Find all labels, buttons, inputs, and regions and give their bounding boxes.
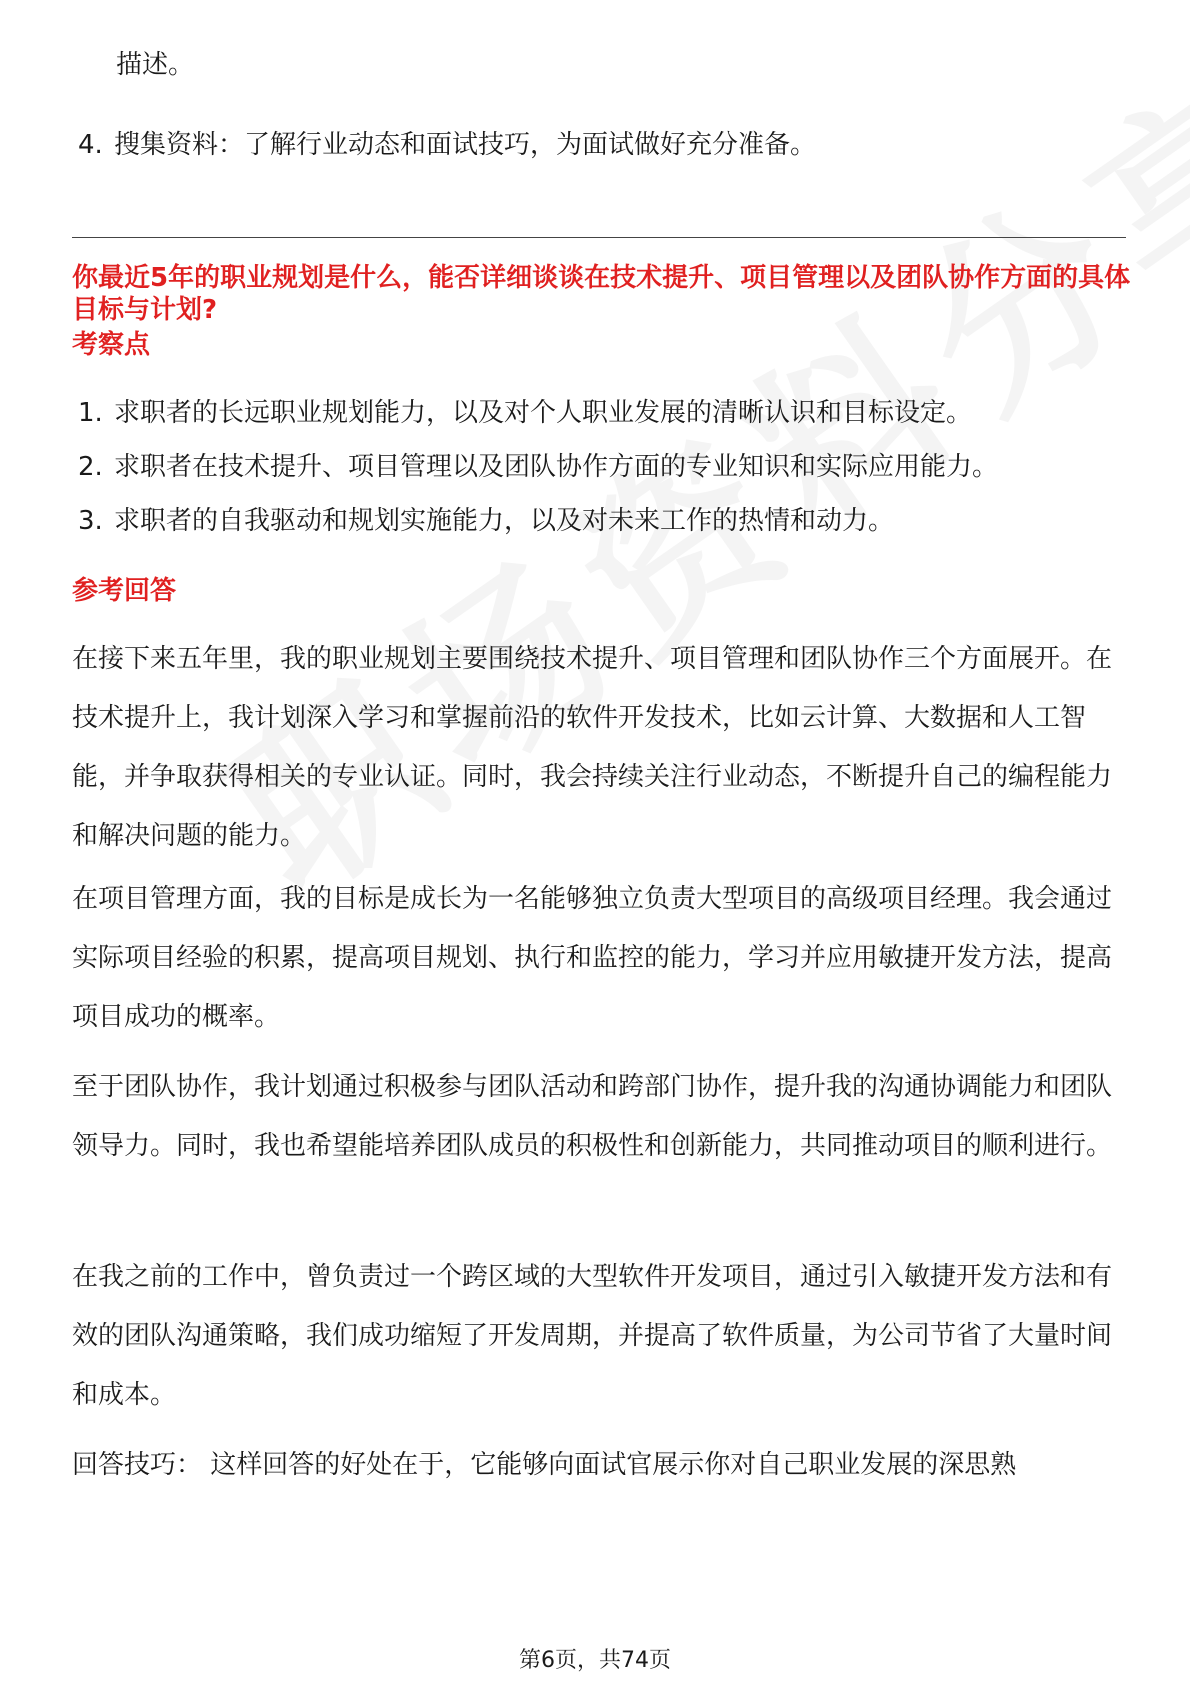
focus-heading: 考察点 — [72, 330, 151, 360]
continuation-line: 描述。 — [116, 50, 195, 80]
answer-paragraph-2: 在项目管理方面，我的目标是成长为一名能够独立负责大型项目的高级项目经理。我会通过实际项目经验的积累，提高项目规划、执行和监控的能力，学习并应用敏捷开发方法，提高项目成功的概率。 — [72, 884, 1113, 1032]
answer-paragraph-4: 在我之前的工作中，曾负责过一个跨区域的大型软件开发项目，通过引入敏捷开发方法和有效的团队沟通策略，我们成功缩短了开发周期，并提高了软件质量，为公司节省了大量时间和成本。 — [72, 1262, 1113, 1410]
question-heading: 你最近5年的职业规划是什么，能否详细谈谈在技术提升、项目管理以及团队协作方面的具体目标与计划? — [72, 263, 1131, 325]
list-item-text: 搜集资料：了解行业动态和面试技巧，为面试做好充分准备。 — [114, 130, 817, 160]
list-item-text: 求职者在技术提升、项目管理以及团队协作方面的专业知识和实际应用能力。 — [114, 452, 999, 482]
list-item-text: 求职者的自我驱动和规划实施能力，以及对未来工作的热情和动力。 — [114, 506, 895, 536]
section-divider — [72, 237, 1126, 238]
focus-item-3 — [78, 506, 894, 536]
answer-tip: 回答技巧： 这样回答的好处在于，它能够向面试官展示你对自己职业发展的深思熟 — [72, 1450, 1017, 1480]
list-number: 4. — [78, 130, 103, 160]
list-number: 1. — [78, 398, 103, 428]
answer-paragraph-1: 在接下来五年里，我的职业规划主要围绕技术提升、项目管理和团队协作三个方面展开。在技术提升上，我计划深入学习和掌握前沿的软件开发技术，比如云计算、大数据和人工智能，并争取获得相关的专业认证。同时，我会持续关注行业动态，不断提升自己的编程能力和解决问题的能力。 — [72, 644, 1113, 851]
page-footer: 第6页，共74页 — [519, 1648, 671, 1673]
focus-item-2 — [78, 452, 998, 482]
list-item-4 — [78, 130, 816, 160]
focus-item-1 — [78, 398, 972, 428]
list-number: 2. — [78, 452, 103, 482]
list-number: 3. — [78, 506, 103, 536]
list-item-text: 求职者的长远职业规划能力，以及对个人职业发展的清晰认识和目标设定。 — [114, 398, 973, 428]
answer-heading: 参考回答 — [72, 576, 177, 606]
answer-paragraph-3: 至于团队协作，我计划通过积极参与团队活动和跨部门协作，提升我的沟通协调能力和团队领导力。同时，我也希望能培养团队成员的积极性和创新能力，共同推动项目的顺利进行。 — [72, 1072, 1113, 1161]
